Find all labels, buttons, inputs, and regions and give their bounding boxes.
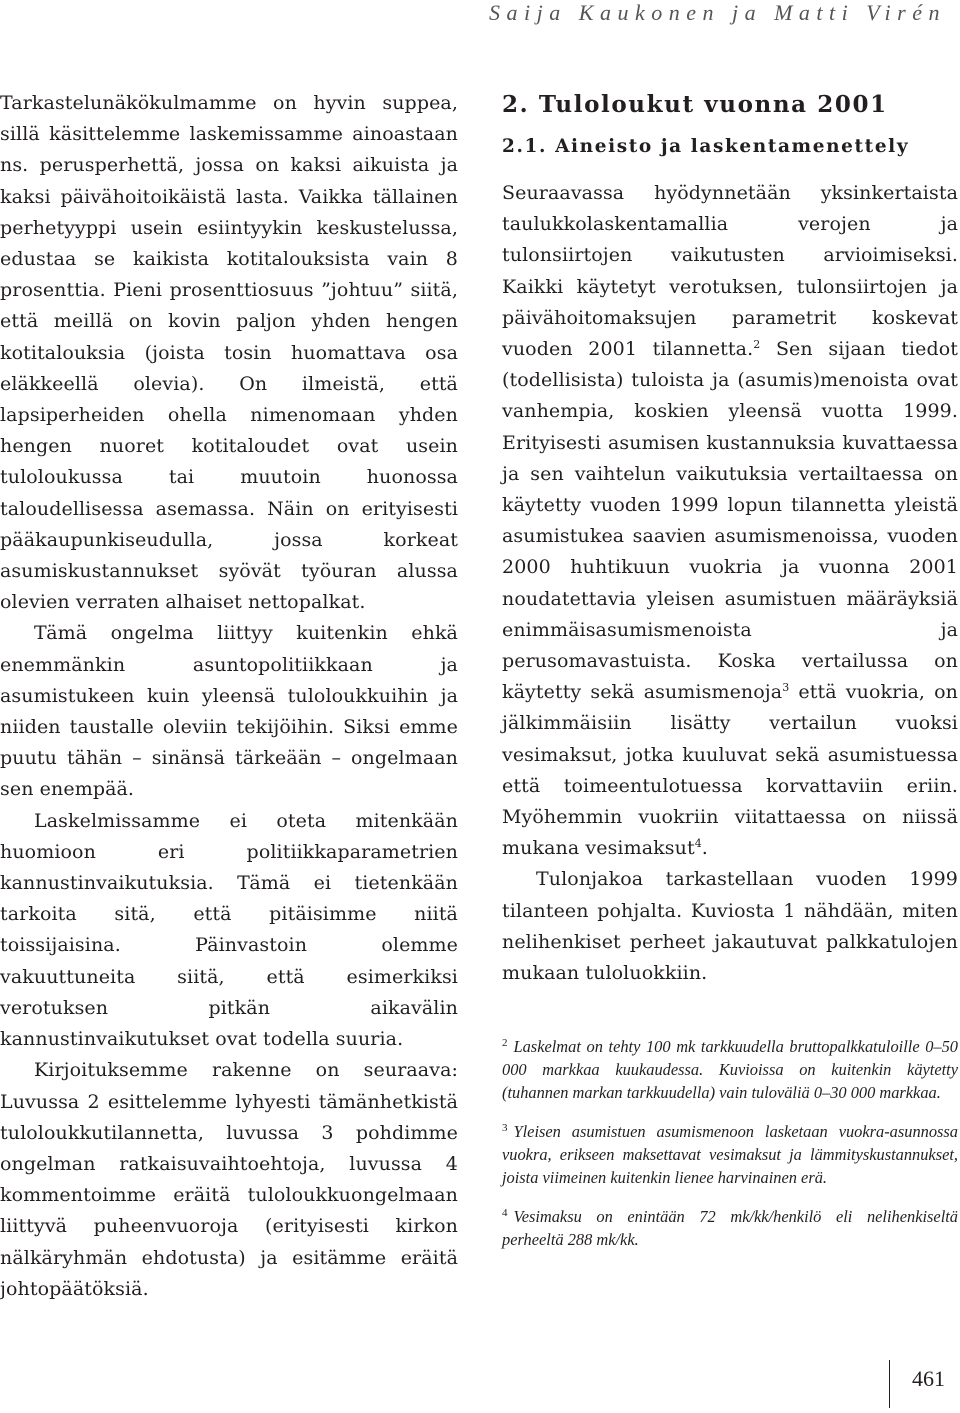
page-number-rule — [889, 1360, 890, 1408]
body-paragraph: Kirjoituksemme rakenne on seuraava: Luvussa 2 esittelemme lyhyesti tämänhetkistä tuloloukkutilannetta, luvussa 3 pohdimme ongelman ratkaisuvaihtoehtoja, luvussa 4 kommentoimme eräitä tuloloukkuongelmaan liittyvä puheenvuoroja (erityisesti kirkon nälkäryhmän ehdotusta) ja esitämme eräitä johtopäätöksiä. — [0, 1059, 458, 1300]
footnote — [502, 1035, 958, 1104]
body-paragraph: Tarkastelunäkökulmamme on hyvin suppea, sillä käsittelemme laskemissamme ainoastaan ns. perusperhettä, jossa on kaksi aikuista ja kaksi päivähoitoikäistä lasta. Vaikka tällainen perhetyyppi usein esiintyykin keskustelussa, edustaa se kaikista kotitalouksista vain 8 prosenttia. Pieni prosenttiosuus ”johtuu” siitä, että meillä on kovin paljon yhden hengen kotitalouksia (joista tosin huomattava osa eläkkeellä olevia). On ilmeistä, että lapsiperheiden ohella nimenomaan yhden hengen nuoret kotitaloudet ovat usein tuloloukussa tai muutoin huonossa taloudellisessa asemassa. Näin on erityisesti pääkaupunkiseudulla, jossa korkeat asumiskustannukset syövät työuran alussa olevien verraten alhaiset nettopalkat. — [0, 92, 458, 614]
page-number: 461 — [912, 1366, 945, 1391]
body-paragraph: Tulonjakoa tarkastellaan vuoden 1999 tilanteen pohjalta. Kuviosta 1 nähdään, miten nelihenkiset perheet jakautuvat palkkatulojen mukaan tuloluokkiin. — [502, 868, 958, 985]
footnote-ref[interactable]: 2 — [753, 338, 761, 352]
footnote-text: Yleisen asumistuen asumismenoon lasketaan vuokra-asunnossa vuokra, erikseen maksettavat vesimaksut ja lämmityskustannukset, joista viimeinen kuitenkin lienee harvinainen erä. — [502, 1122, 958, 1187]
footnote-ref[interactable]: 3 — [782, 681, 790, 695]
paragraph-text: Sen sijaan tiedot (todellisista) tuloista ja (asumis)menoista ovat vanhempia, koskien yleensä vuotta 1999. Erityisesti asumisen kustannuksia kuvattaessa ja sen vaihtelun vaikutuksia vertailtaessa on käytetty vuoden 1999 lopun tilannetta yleistä asumistukea saavien asumismenoissa, vuoden 2000 huhtikuun vuokria ja vuonna 2001 noudatettavia yleisen asumistuen määräyksiä enimmäisasumismenoista ja perusomavastuista. Koska vertailussa on käytetty sekä asumismenoja — [502, 338, 958, 704]
footnote-number: 2 — [502, 1037, 508, 1049]
footnote-text: Laskelmat on tehty 100 mk tarkkuudella bruttopalkkatuloille 0–50 000 markkaa kuukaudessa. Kuvioissa on kuitenkin käytetty (tuhannen markan tarkkuudella) vain tuloväliä 0–30 000 markkaa. — [502, 1037, 958, 1102]
footnote-number: 4 — [502, 1207, 508, 1219]
paragraph-text: Seuraavassa hyödynnetään yksinkertaista taulukkolaskentamallia verojen ja tulonsiirtojen vaikutusten arvioimiseksi. Kaikki käytetyt verotuksen, tulonsiirtojen ja päivähoitomaksujen parametrit koskevat vuoden 2001 tilannetta. — [502, 182, 958, 361]
subsection-heading: 2.1. Aineisto ja laskentamenettely — [502, 136, 910, 157]
footnotes — [502, 1035, 958, 1267]
right-column — [502, 88, 958, 989]
footnote-number: 3 — [502, 1122, 508, 1134]
paragraph-text: . — [701, 837, 708, 860]
section-heading: 2. Tuloloukut vuonna 2001 — [502, 91, 888, 118]
left-column — [0, 88, 458, 1305]
footnote-text: Vesimaksu on enintään 72 mk/kk/henkilö eli nelihenkiseltä perheeltä 288 mk/kk. — [502, 1207, 958, 1249]
body-paragraph — [502, 178, 958, 864]
footnote — [502, 1205, 958, 1251]
body-paragraph: Tämä ongelma liittyy kuitenkin ehkä enemmänkin asuntopolitiikkaan ja asumistukeen kuin yleensä tuloloukkuihin ja niiden taustalle oleviin tekijöihin. Siksi emme puutu tähän – sinänsä tärkeään – ongelmaan sen enempää. — [0, 622, 458, 801]
footnote — [502, 1120, 958, 1189]
footnote-ref[interactable]: 4 — [694, 837, 702, 851]
running-head: Saija Kaukonen ja Matti Virén — [489, 0, 946, 25]
body-paragraph: Laskelmissamme ei oteta mitenkään huomioon eri politiikkaparametrien kannustinvaikutuksia. Tämä ei tietenkään tarkoita sitä, että pitäisimme niitä toissijaisina. Päinvastoin olemme vakuuttuneita siitä, että esimerkiksi verotuksen pitkän aikavälin kannustinvaikutukset ovat todella suuria. — [0, 809, 458, 1051]
paragraph-text: että vuokria, on jälkimmäisiin lisätty vertailun vuoksi vesimaksut, jotka kuuluvat sekä asumistuessa että toimeentulotuessa korvattaviin eriin. Myöhemmin vuokriin viitattaessa on niissä mukana vesimaksut — [502, 681, 958, 860]
